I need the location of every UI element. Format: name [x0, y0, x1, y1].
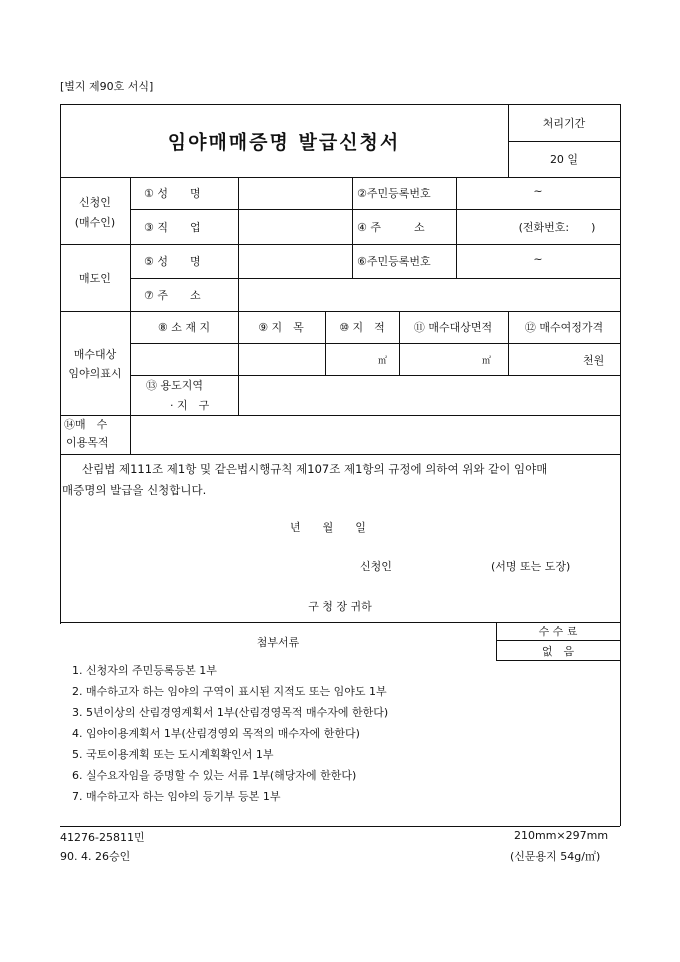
purpose-label: ⑭매 수	[64, 418, 108, 431]
list-item: 3. 5년이상의 산림경영계획서 1부(산림경영목적 매수자에 한한다)	[72, 706, 389, 719]
purpose-field[interactable]	[132, 417, 618, 452]
processing-period-label: 처리기간	[542, 117, 586, 130]
purchase-area-field[interactable]: ㎡	[482, 356, 492, 367]
fee-label: 수 수 료	[538, 625, 578, 638]
list-item: 7. 매수하고자 하는 임야의 등기부 등본 1부	[72, 790, 281, 803]
applicant-job-label: ③ 직 업	[144, 221, 201, 234]
area-field[interactable]: ㎡	[378, 356, 388, 367]
purchase-price-field[interactable]: 천원	[583, 354, 605, 367]
forest-group-sublabel: 임야의표시	[68, 367, 122, 380]
seller-address-label: ⑦ 주 소	[144, 289, 201, 302]
seller-regno-field[interactable]: ~	[533, 252, 543, 266]
lot-type-field[interactable]	[240, 345, 323, 373]
seller-group-label: 매도인	[79, 272, 111, 285]
attachments-list	[72, 660, 388, 807]
applicant-phone-field[interactable]: (전화번호: )	[518, 221, 596, 234]
form-number-label: [별지 제90호 서식]	[60, 80, 154, 93]
fee-value: 없 음	[541, 645, 575, 658]
zoning-sublabel: · 지 구	[170, 399, 210, 412]
location-field[interactable]	[132, 345, 236, 373]
paper-size: 210mm×297mm	[514, 829, 609, 842]
form-code: 41276-25811민	[60, 831, 145, 844]
zoning-label: ⑬ 용도지역	[146, 379, 204, 392]
application-date[interactable]: 년 월 일	[290, 521, 366, 534]
applicant-address-label: ④ 주 소	[357, 221, 425, 234]
signer-label: 신청인	[360, 560, 392, 573]
attachments-heading: 첨부서류	[256, 636, 300, 649]
seller-name-field[interactable]	[240, 246, 350, 276]
list-item: 6. 실수요자임을 증명할 수 있는 서류 1부(해당자에 한한다)	[72, 769, 357, 782]
location-header: ⑧ 소 재 지	[157, 321, 211, 334]
list-item: 5. 국토이용계획 또는 도시계획확인서 1부	[72, 748, 274, 761]
applicant-regno-label: ②주민등록번호	[357, 187, 431, 200]
processing-period-value: 20 일	[549, 153, 579, 166]
seller-address-field[interactable]	[240, 280, 618, 309]
paper-type: (신문용지 54g/㎡)	[510, 850, 601, 863]
purpose-sublabel: 이용목적	[66, 436, 109, 449]
applicant-group-sublabel: (매수인)	[74, 216, 116, 229]
applicant-job-field[interactable]	[240, 211, 350, 242]
form-title: 임야매매증명 발급신청서	[167, 131, 401, 154]
approval-date: 90. 4. 26승인	[60, 850, 131, 863]
purchase-area-header: ⑪ 매수대상면적	[413, 321, 493, 334]
statement-text-continued: 매증명의 발급을 신청합니다.	[62, 483, 207, 497]
list-item: 2. 매수하고자 하는 임야의 구역이 표시된 지적도 또는 임야도 1부	[72, 685, 387, 698]
list-item: 1. 신청자의 주민등록등본 1부	[72, 664, 217, 677]
area-header: ⑩ 지 적	[339, 321, 385, 334]
lot-type-header: ⑨ 지 목	[258, 321, 304, 334]
signature-field[interactable]: (서명 또는 도장)	[491, 560, 571, 573]
statement-text: 산림법 제111조 제1항 및 같은법시행규칙 제107조 제1항의 규정에 의하여 위와 같이 임야매	[82, 462, 548, 476]
forest-group-label: 매수대상	[73, 348, 117, 361]
applicant-name-field[interactable]	[240, 179, 350, 207]
list-item: 4. 임야이용계획서 1부(산림경영외 목적의 매수자에 한한다)	[72, 727, 360, 740]
seller-regno-label: ⑥주민등록번호	[357, 255, 431, 268]
applicant-name-label: ① 성 명	[144, 187, 201, 200]
zoning-field[interactable]	[240, 377, 618, 413]
addressee: 구 청 장 귀하	[308, 600, 372, 613]
seller-name-label: ⑤ 성 명	[144, 255, 201, 268]
applicant-group-label: 신청인	[79, 196, 111, 209]
purchase-price-header: ⑫ 매수여정가격	[524, 321, 604, 334]
applicant-regno-field[interactable]: ~	[533, 184, 543, 198]
